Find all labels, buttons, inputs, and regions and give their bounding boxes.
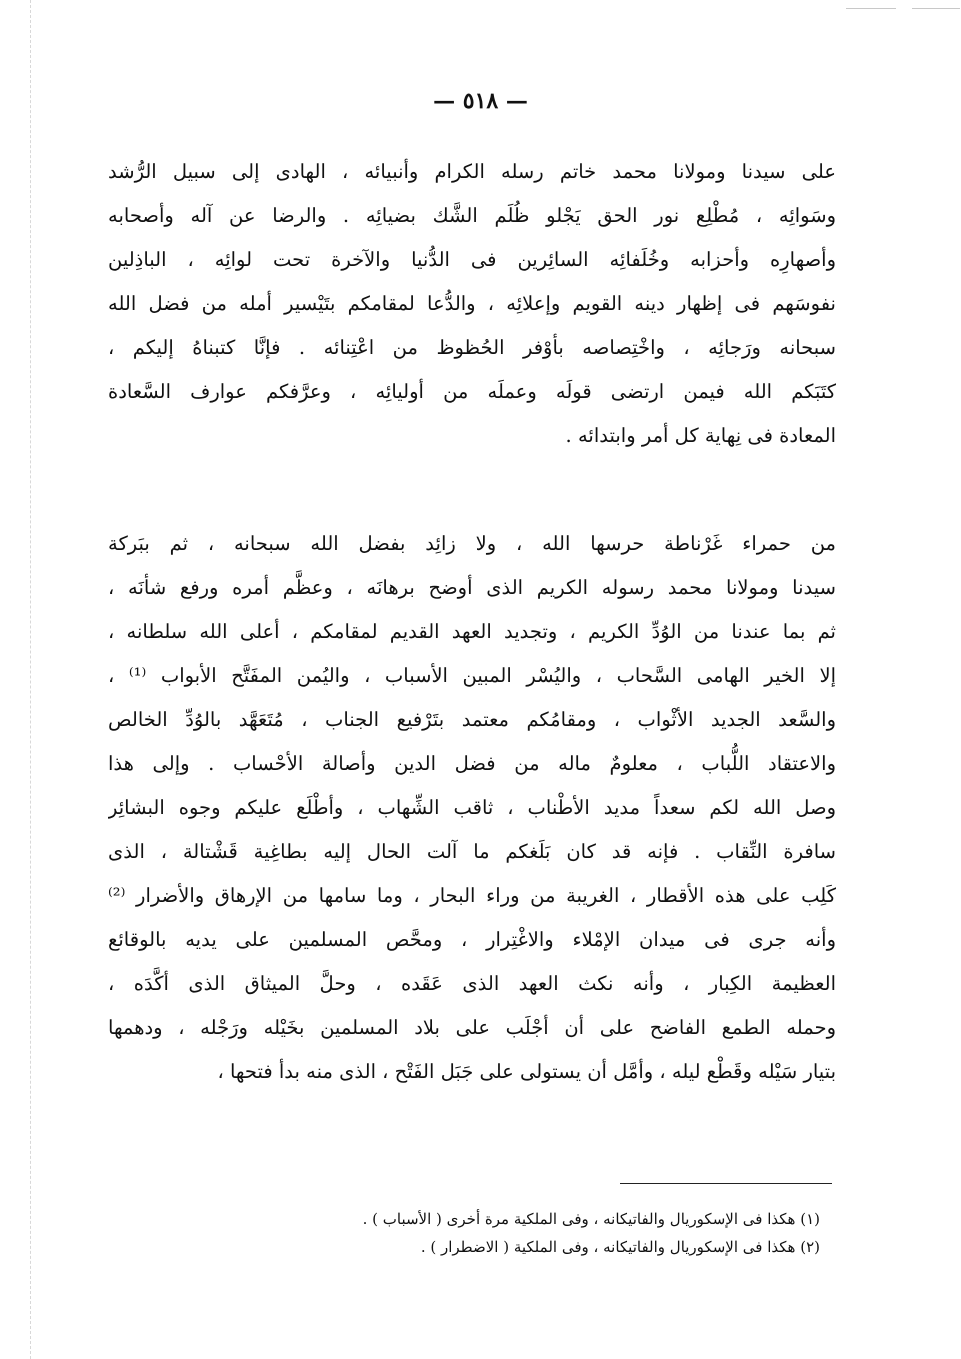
- text-line: العظيمة الكِبار ، وأنه نكث العهد الذى عَقَده ، وحلَّ الميثاق الذى أكَّدَه ،: [108, 972, 836, 995]
- text-line: سيدنا ومولانا محمد رسوله الكريم الذى أوضح برهانَه ، وعظَّم أمره ورفع شأنَه ،: [108, 576, 836, 599]
- footnotes: [300, 1205, 820, 1261]
- text-line: وحمله الطمع الفاضح على أن أجْلَب على بلاد المسلمين بخَيْله ورَجْله ، ودهمها: [108, 1016, 836, 1039]
- footnote-1: (١) هكذا فى الإسكوريال والفاتيكانه ، وفى الملكية مرة أخرى ( الأسباب ) .: [362, 1210, 820, 1228]
- text-line: على سيدنا ومولانا محمد خاتم رسله الكرام وأنبيائه ، الهادى إلى سبيل الرُّشد: [108, 160, 836, 183]
- scan-edge-line: [912, 8, 960, 9]
- text-line: المعادة فى نِهاية كل أمر وابتدائه .: [565, 424, 836, 447]
- footnote-divider: [620, 1183, 832, 1184]
- text-line: نفوسَهم فى إظهار دينه القويم وإعلائِه ، والدُّعا لمقامكم بتَيْسير أمله من فضل الله: [108, 292, 836, 315]
- text-line: ثم بما عندنا من الوُدِّ الكريم ، وتجديد العهد القديم لمقامكم ، أعلى الله سلطانه ،: [108, 620, 836, 643]
- text-line: والاعتقاد اللُّباب ، معلومٌ ماله من فضل الدين وأصالة الأحْساب . وإلى هذا: [108, 752, 836, 775]
- scan-edge-line: [846, 8, 896, 9]
- text-line: والسَّعد الجديد الأثْواب ، ومقامُكم معتمد بتَرْفيع الجناب ، مُتَعَهَّد بالوُدِّ الخالص: [108, 708, 836, 731]
- text-line: إلا الخير الهامى السَّحاب ، واليُسْر المبين الأسباب ، واليُمن المفَتَّح الأبواب ⁽¹⁾ ،: [108, 664, 836, 687]
- text-line: من حمراء غَرْناطة حرسها الله ، ولا زائِد بفضل الله سبحانه ، ثم ببَركة: [108, 532, 836, 555]
- page-number: — ٥١٨ —: [433, 88, 528, 114]
- paragraph-1: [108, 150, 836, 458]
- scan-margin-dash: [30, 0, 31, 1359]
- text-line: كَلِب على هذه الأقطار ، الغريبة من وراء البحار ، وما سامها من الإرهاق والأضرار ⁽²⁾: [108, 884, 836, 907]
- paragraph-2: [108, 522, 836, 1094]
- text-line: سبحانه ورَجائِه ، واخْتِصاصه بأوْفر الحُظوظ من اعْتِنائه . فإنَّا كتبناهُ إليكم ،: [108, 336, 836, 359]
- text-line: وسَوائِه ، مُطْلِع نور الحق يَجْلو ظُلَم الشَّك بضيائِه . والرضا عن آله وأصحابه: [108, 204, 836, 227]
- text-line: وصل الله لكم سعداً مديد الأطْناب ، ثاقب الشِّهاب ، وأطْلَع عليكم وجوه البشائِر: [108, 796, 836, 819]
- text-line: سافرة النِّقاب . فإنه قد كان بَلَغكم ما آلت الحال إليه بطاغِية قَشْتالة ، الذى: [108, 840, 836, 863]
- text-line: بتيار سَيْله وقَطْع ليله ، وأمَّل أن يستولى على جَبَل الفَتْح ، الذى منه بدأ فتحها ،: [217, 1060, 836, 1083]
- text-line: كتَبَكم الله فيمن ارتضى قولَه وعملَه من أوليائِه ، وعرَّفكم عوارف السَّعادة: [108, 380, 836, 403]
- footnote-2: (٢) هكذا فى الإسكوريال والفاتيكانه ، وفى الملكية ( الاضطرار ) .: [420, 1238, 820, 1256]
- text-line: وأنه جرى فى ميدان الإمْلاء والاغْتِرار ، ومحَّص المسلمين على يديه بالوقائع: [108, 928, 836, 951]
- text-line: وأصهارِه وأحزابه وخُلَفائِه السائِرين فى الدُّنيا والآخرة تحت لوائِه ، الباذِلين: [108, 248, 836, 271]
